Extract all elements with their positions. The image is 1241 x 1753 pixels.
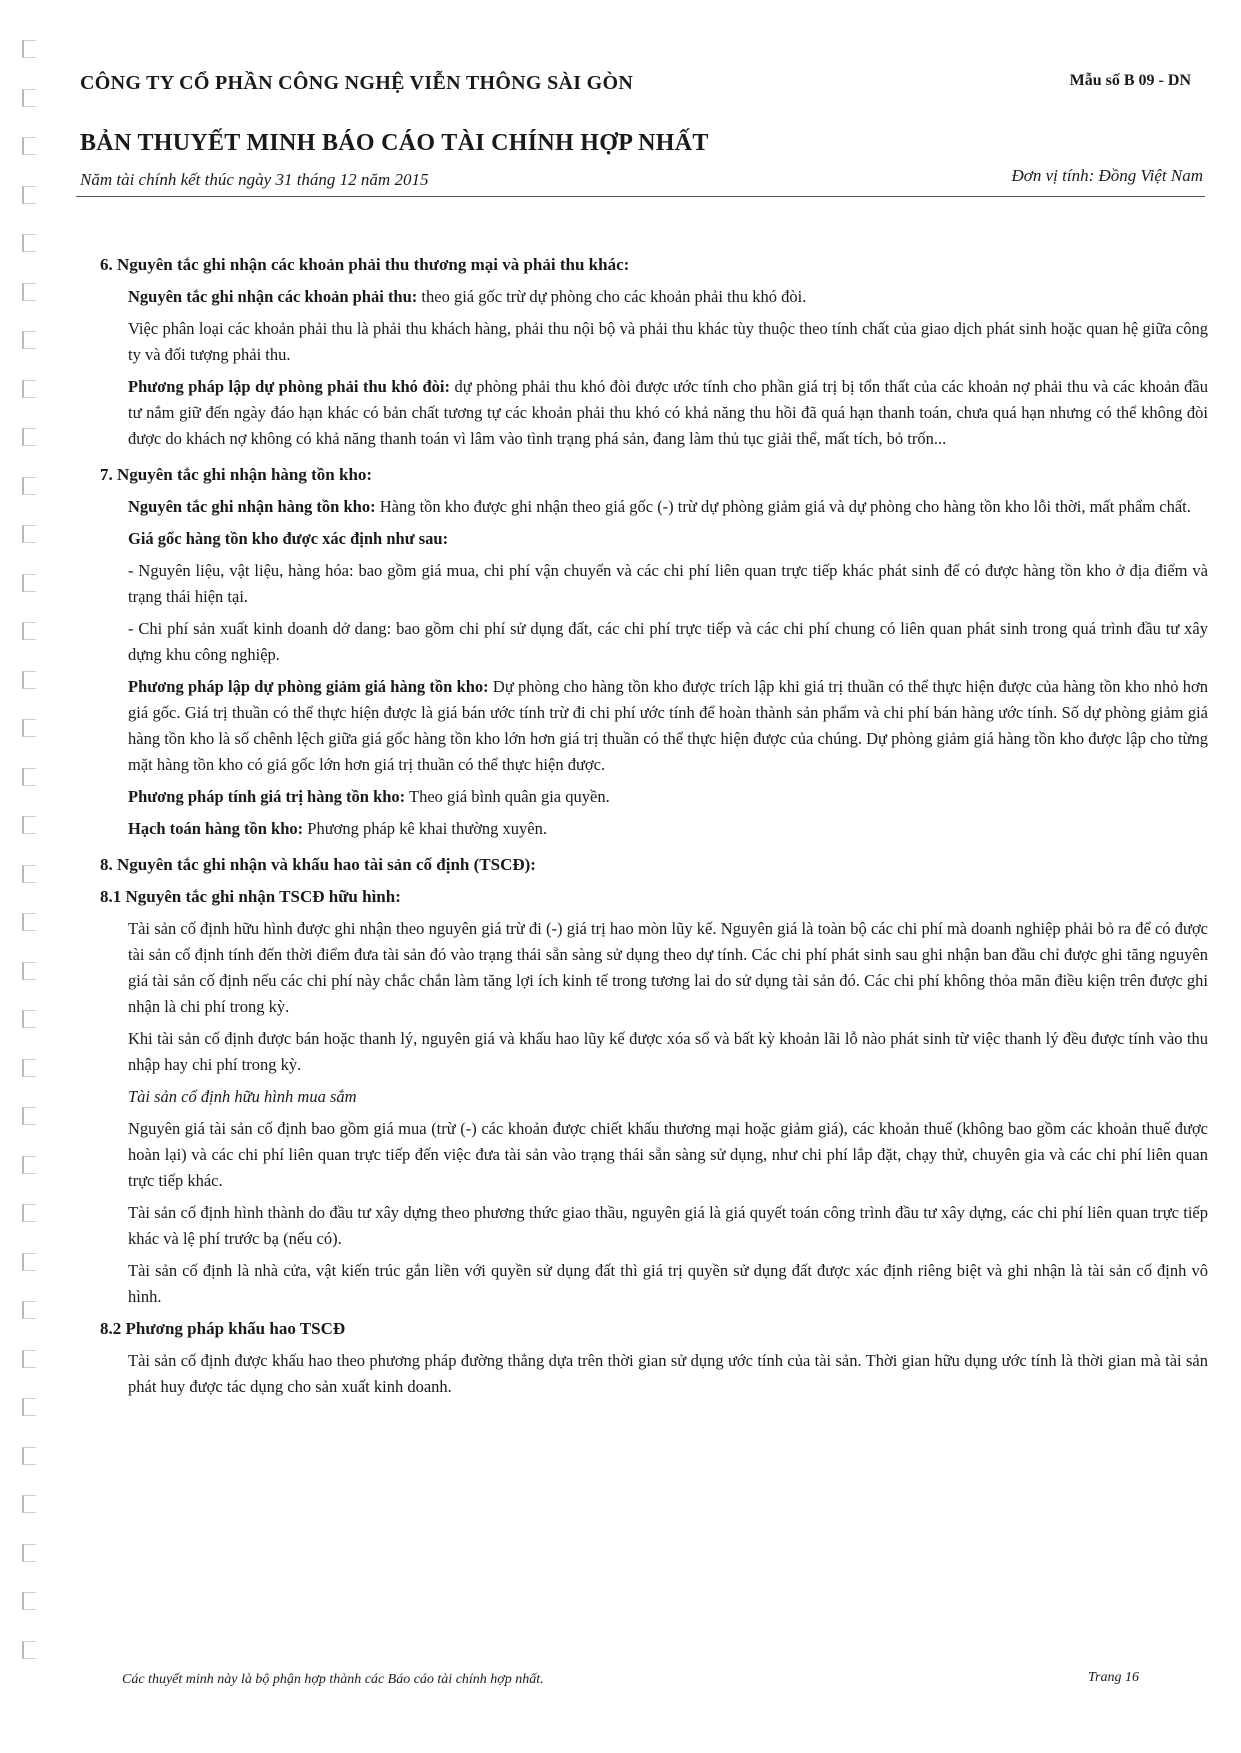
paragraph-label: Phương pháp lập dự phòng giảm giá hàng tồn kho: <box>128 677 489 696</box>
company-name: CÔNG TY CỔ PHẦN CÔNG NGHỆ VIỄN THÔNG SÀI GÒN <box>80 72 634 94</box>
paragraph-text: Hàng tồn kho được ghi nhận theo giá gốc (-) trừ dự phòng giảm giá và dự phòng cho hàng tồn kho lỗi thời, mất phẩm chất. <box>375 497 1191 516</box>
report-title: BẢN THUYẾT MINH BÁO CÁO TÀI CHÍNH HỢP NHẤT <box>80 130 709 156</box>
bullet-item: - Chi phí sản xuất kinh doanh dở dang: bao gồm chi phí sử dụng đất, các chi phí trực tiếp và các chi phí chung có liên quan phát sinh trong quá trình đầu tư xây dựng khu công nghiệp. <box>128 619 1208 664</box>
document-body <box>80 252 1208 1406</box>
paragraph-label: Nguyên tắc ghi nhận hàng tồn kho: <box>128 497 376 516</box>
paragraph-text: Phương pháp kê khai thường xuyên. <box>303 819 547 838</box>
form-number: Mẫu số B 09 - DN <box>1069 72 1191 89</box>
paragraph-label: Phương pháp lập dự phòng phải thu khó đòi: <box>128 377 450 396</box>
paragraph: Nguyên giá tài sản cố định bao gồm giá mua (trừ (-) các khoản được chiết khấu thương mại hoặc giảm giá), các khoản thuế (không bao gồm các khoản thuế được hoàn lại) và các chi phí liên quan trực tiếp đến việc đưa tài sản vào trạng thái sẵn sàng sử dụng, như chi phí lắp đặt, chạy thử, chuyên gia và các chi phí liên quan trực tiếp khác. <box>128 1119 1208 1190</box>
section-8-2-heading: 8.2 Phương pháp khấu hao TSCĐ <box>100 1319 346 1338</box>
paragraph-text: Dự phòng cho hàng tồn kho được trích lập khi giá trị thuần có thể thực hiện được của hàng tồn kho nhỏ hơn giá gốc. Giá trị thuần có thể thực hiện được là giá bán ước tính trừ đi chi phí ước tính để hoàn thành sản phẩm và chi phí bán hàng ước tính. Số dự phòng giảm giá hàng tồn kho là số chênh lệch giữa giá gốc hàng tồn kho lớn hơn giá trị thuần có thể thực hiện được của chúng. Dự phòng giảm giá hàng tồn kho được lập cho từng mặt hàng tồn kho có giá gốc lớn hơn giá trị thuần có thể thực hiện được. <box>128 677 1208 774</box>
section-7-heading: 7. Nguyên tắc ghi nhận hàng tồn kho: <box>100 465 373 484</box>
paragraph: Tài sản cố định được khấu hao theo phương pháp đường thẳng dựa trên thời gian sử dụng ước tính của tài sản. Thời gian hữu dụng ước tính là thời gian mà tài sản phát huy được tác dụng cho sản xuất kinh doanh. <box>128 1351 1208 1396</box>
paragraph: Tài sản cố định hình thành do đầu tư xây dựng theo phương thức giao thầu, nguyên giá là giá quyết toán công trình đầu tư xây dựng, các chi phí liên quan trực tiếp khác và lệ phí trước bạ (nếu có). <box>128 1203 1208 1248</box>
paragraph <box>128 284 1208 310</box>
binder-margin-marks <box>22 40 44 1689</box>
italic-subheading: Tài sản cố định hữu hình mua sắm <box>128 1087 357 1106</box>
paragraph-label: Phương pháp tính giá trị hàng tồn kho: <box>128 787 406 806</box>
paragraph-text: dự phòng phải thu khó đòi được ước tính cho phần giá trị bị tổn thất của các khoản nợ phải thu và các khoản đầu tư nắm giữ đến ngày đáo hạn khác có bản chất tương tự các khoản phải thu khó có khả năng thu hồi đã quá hạn thanh toán, chưa quá hạn nhưng có thể không đòi được do khách nợ không có khả năng thanh toán vì lâm vào tình trạng phá sản, đang làm thủ tục giải thể, mất tích, bỏ trốn... <box>128 377 1209 448</box>
paragraph-label: Hạch toán hàng tồn kho: <box>128 819 304 838</box>
paragraph <box>128 784 1208 810</box>
paragraph-text: Theo giá bình quân gia quyền. <box>405 787 610 806</box>
paragraph <box>128 374 1208 452</box>
paragraph: Khi tài sản cố định được bán hoặc thanh lý, nguyên giá và khấu hao lũy kế được xóa sổ và bất kỳ khoản lãi lỗ nào phát sinh từ việc thanh lý đều được tính vào thu nhập hay chi phí trong kỳ. <box>128 1029 1208 1074</box>
paragraph <box>128 494 1208 520</box>
header-divider <box>76 196 1205 197</box>
subheading: Giá gốc hàng tồn kho được xác định như sau: <box>128 529 449 548</box>
paragraph: Việc phân loại các khoản phải thu là phải thu khách hàng, phải thu nội bộ và phải thu khác tùy thuộc theo tính chất của giao dịch phát sinh hoặc quan hệ giữa công ty và đối tượng phải thu. <box>128 319 1208 364</box>
section-6-heading: 6. Nguyên tắc ghi nhận các khoản phải thu thương mại và phải thu khác: <box>100 255 630 274</box>
fiscal-year: Năm tài chính kết thúc ngày 31 tháng 12 năm 2015 <box>80 170 429 189</box>
paragraph-label: Nguyên tắc ghi nhận các khoản phải thu: <box>128 287 418 306</box>
paragraph-text: theo giá gốc trừ dự phòng cho các khoản phải thu khó đòi. <box>417 287 807 306</box>
paragraph <box>128 674 1208 778</box>
paragraph <box>128 816 1208 842</box>
footer-note: Các thuyết minh này là bộ phận hợp thành các Báo cáo tài chính hợp nhất. <box>122 1672 544 1687</box>
page-number: Trang 16 <box>1088 1670 1139 1685</box>
paragraph: Tài sản cố định hữu hình được ghi nhận theo nguyên giá trừ đi (-) giá trị hao mòn lũy kế. Nguyên giá là toàn bộ các chi phí mà doanh nghiệp phải bỏ ra để có được tài sản cố định tính đến thời điểm đưa tài sản đó vào trạng thái sẵn sàng sử dụng theo dự tính. Các chi phí phát sinh sau ghi nhận ban đầu chỉ được ghi tăng nguyên giá tài sản cố định nếu các chi phí này chắc chắn làm tăng lợi ích kinh tế trong tương lai do sử dụng tài sản đó. Các chi phí không thỏa mãn điều kiện trên được ghi nhận là chi phí trong kỳ. <box>128 919 1208 1016</box>
paragraph: Tài sản cố định là nhà cửa, vật kiến trúc gắn liền với quyền sử dụng đất thì giá trị quyền sử dụng đất được xác định riêng biệt và ghi nhận là tài sản cố định vô hình. <box>128 1261 1208 1306</box>
section-8-1-heading: 8.1 Nguyên tắc ghi nhận TSCĐ hữu hình: <box>100 887 401 906</box>
section-8-heading: 8. Nguyên tắc ghi nhận và khấu hao tài sản cố định (TSCĐ): <box>100 855 536 874</box>
bullet-item: - Nguyên liệu, vật liệu, hàng hóa: bao gồm giá mua, chi phí vận chuyển và các chi phí liên quan trực tiếp khác phát sinh để có được hàng tồn kho ở địa điểm và trạng thái hiện tại. <box>128 561 1208 606</box>
currency-unit: Đơn vị tính: Đồng Việt Nam <box>1011 166 1203 185</box>
